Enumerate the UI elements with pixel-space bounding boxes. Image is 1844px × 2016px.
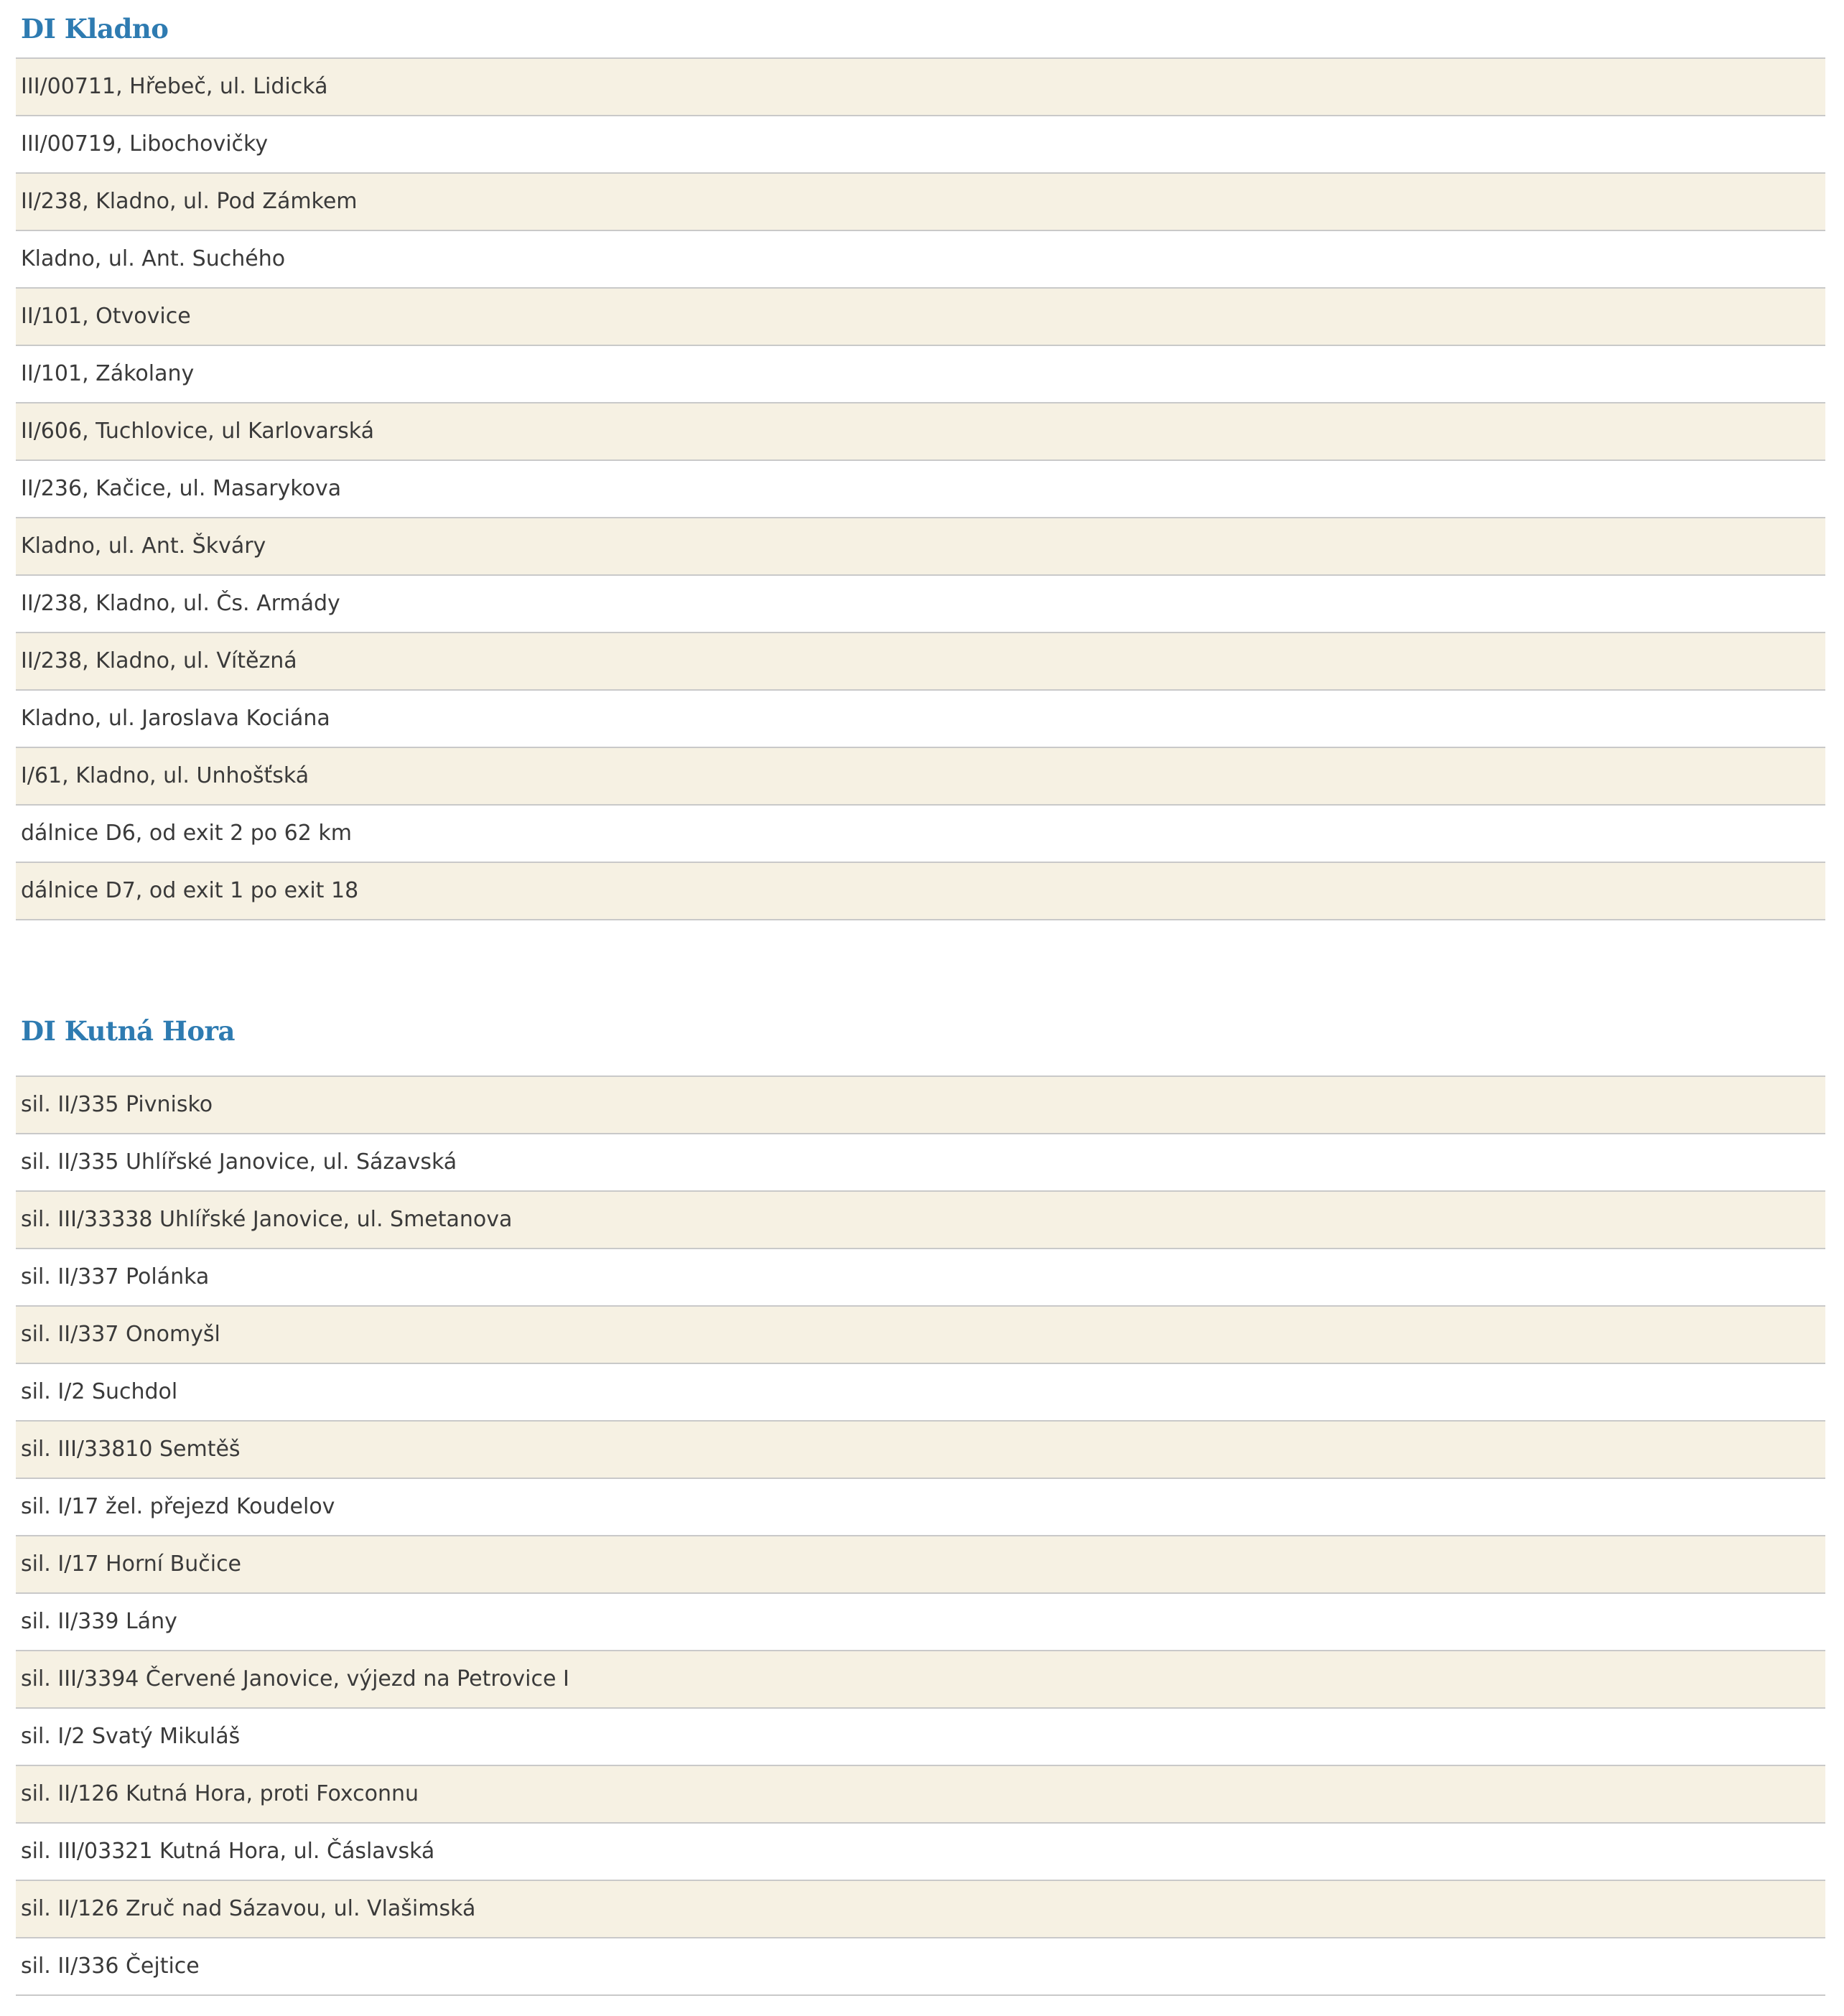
list-item: Kladno, ul. Ant. Škváry (16, 518, 1825, 576)
list-item: sil. II/335 Pivnisko (16, 1077, 1825, 1134)
section-title: DI Kladno (21, 13, 169, 45)
list-item: sil. I/17 Horní Bučice (16, 1536, 1825, 1594)
list-item: sil. II/336 Čejtice (16, 1938, 1825, 1996)
list-item: II/101, Zákolany (16, 346, 1825, 403)
list-item: I/61, Kladno, ul. Unhošťská (16, 748, 1825, 806)
list-item: sil. I/2 Suchdol (16, 1364, 1825, 1422)
list-item: sil. III/33338 Uhlířské Janovice, ul. Smetanova (16, 1192, 1825, 1249)
list-item: II/606, Tuchlovice, ul Karlovarská (16, 403, 1825, 461)
list-item: sil. II/335 Uhlířské Janovice, ul. Sázavská (16, 1134, 1825, 1192)
list-item: dálnice D6, od exit 2 po 62 km (16, 806, 1825, 863)
list-item: III/00711, Hřebeč, ul. Lidická (16, 59, 1825, 116)
list-item: II/238, Kladno, ul. Čs. Armády (16, 576, 1825, 633)
list-item: II/236, Kačice, ul. Masarykova (16, 461, 1825, 518)
list-item: Kladno, ul. Ant. Suchého (16, 231, 1825, 289)
location-list (16, 57, 1825, 920)
list-item: II/238, Kladno, ul. Pod Zámkem (16, 174, 1825, 231)
list-item: sil. II/339 Lány (16, 1594, 1825, 1651)
list-item: sil. II/126 Zruč nad Sázavou, ul. Vlašimská (16, 1881, 1825, 1938)
location-list (16, 1075, 1825, 1996)
section-title: DI Kutná Hora (21, 1015, 235, 1047)
list-item: sil. II/337 Polánka (16, 1249, 1825, 1307)
list-item: sil. III/3394 Červené Janovice, výjezd na Petrovice I (16, 1651, 1825, 1709)
list-item: sil. III/03321 Kutná Hora, ul. Čáslavská (16, 1824, 1825, 1881)
list-item: II/101, Otvovice (16, 289, 1825, 346)
list-item: sil. III/33810 Semtěš (16, 1422, 1825, 1479)
section-di-kutna-hora (16, 1002, 1825, 1996)
section-di-kladno (16, 0, 1825, 920)
list-item: Kladno, ul. Jaroslava Kociána (16, 691, 1825, 748)
list-item: sil. II/126 Kutná Hora, proti Foxconnu (16, 1766, 1825, 1824)
list-item: dálnice D7, od exit 1 po exit 18 (16, 863, 1825, 920)
list-item: II/238, Kladno, ul. Vítězná (16, 633, 1825, 691)
list-item: sil. I/17 žel. přejezd Koudelov (16, 1479, 1825, 1536)
list-item: sil. II/337 Onomyšl (16, 1307, 1825, 1364)
list-item: III/00719, Libochovičky (16, 116, 1825, 174)
list-item: sil. I/2 Svatý Mikuláš (16, 1709, 1825, 1766)
